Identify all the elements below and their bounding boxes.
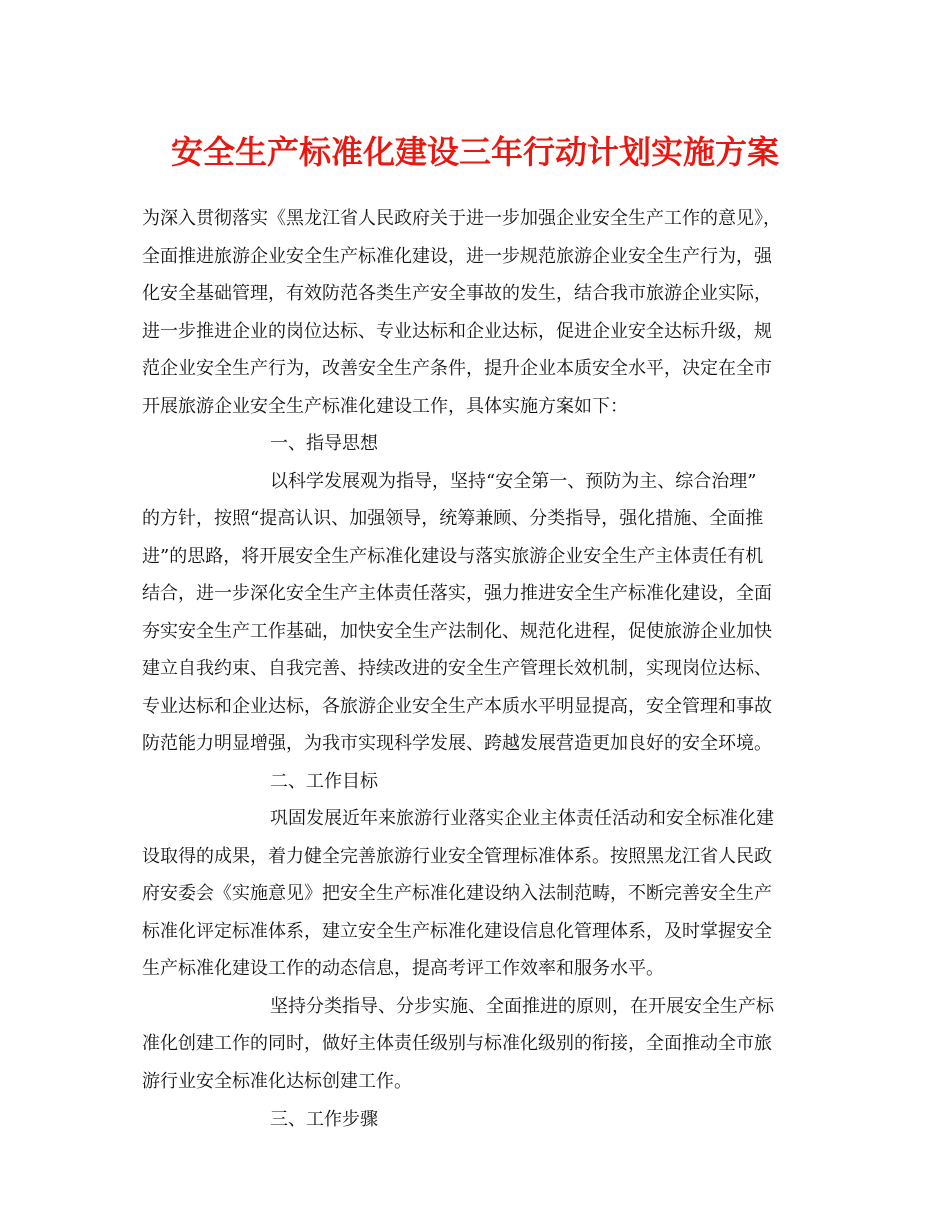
body-line: 生产标准化建设工作的动态信息，提高考评工作效率和服务水平。 xyxy=(142,958,664,979)
document-title: 安全生产标准化建设三年行动计划实施方案 xyxy=(170,133,779,171)
body-line: 设取得的成果，着力健全完善旅游行业安全管理标准体系。按照黑龙江省人民政 xyxy=(142,846,772,867)
body-line: 为深入贯彻落实《黑龙江省人民政府关于进一步加强企业安全生产工作的意见》， xyxy=(142,208,781,229)
section-heading-work-goals: 二、工作目标 xyxy=(270,771,378,792)
body-line: 进一步推进企业的岗位达标、专业达标和企业达标，促进企业安全达标升级，规 xyxy=(142,321,772,342)
body-line: 府安委会《实施意见》把安全生产标准化建设纳入法制范畴，不断完善安全生产 xyxy=(142,883,772,904)
body-line: 专业达标和企业达标，各旅游企业安全生产本质水平明显提高，安全管理和事故 xyxy=(142,696,772,717)
section-heading-guiding-ideology: 一、指导思想 xyxy=(270,433,378,454)
body-line: 建立自我约束、自我完善、持续改进的安全生产管理长效机制，实现岗位达标、 xyxy=(142,658,772,679)
body-line: 准化创建工作的同时，做好主体责任级别与标准化级别的衔接，全面推动全市旅 xyxy=(142,1033,772,1054)
body-line: 全面推进旅游企业安全生产标准化建设，进一步规范旅游企业安全生产行为，强 xyxy=(142,246,772,267)
body-line: 范企业安全生产行为，改善安全生产条件，提升企业本质安全水平，决定在全市 xyxy=(142,358,772,379)
body-line: 坚持分类指导、分步实施、全面推进的原则，在开展安全生产标 xyxy=(270,996,774,1017)
body-line: 化安全基础管理，有效防范各类生产安全事故的发生，结合我市旅游企业实际， xyxy=(142,283,772,304)
section-heading-work-steps: 三、工作步骤 xyxy=(270,1109,378,1130)
body-line: 防范能力明显增强，为我市实现科学发展、跨越发展营造更加良好的安全环境。 xyxy=(142,733,772,754)
body-line: 夯实安全生产工作基础，加快安全生产法制化、规范化进程，促使旅游企业加快 xyxy=(142,621,772,642)
body-line: 开展旅游企业安全生产标准化建设工作，具体实施方案如下： xyxy=(142,396,628,417)
body-line: 游行业安全标准化达标创建工作。 xyxy=(142,1071,412,1092)
body-line: 标准化评定标准体系，建立安全生产标准化建设信息化管理体系，及时掌握安全 xyxy=(142,921,772,942)
body-line: 以科学发展观为指导，坚持“安全第一、预防为主、综合治理” xyxy=(270,471,757,492)
body-line: 的方针，按照“提高认识、加强领导，统筹兼顾、分类指导，强化措施、全面推 xyxy=(142,508,764,529)
body-line: 进”的思路，将开展安全生产标准化建设与落实旅游企业安全生产主体责任有机 xyxy=(142,546,764,567)
body-line: 结合，进一步深化安全生产主体责任落实，强力推进安全生产标准化建设，全面 xyxy=(142,583,772,604)
body-line: 巩固发展近年来旅游行业落实企业主体责任活动和安全标准化建 xyxy=(270,808,774,829)
